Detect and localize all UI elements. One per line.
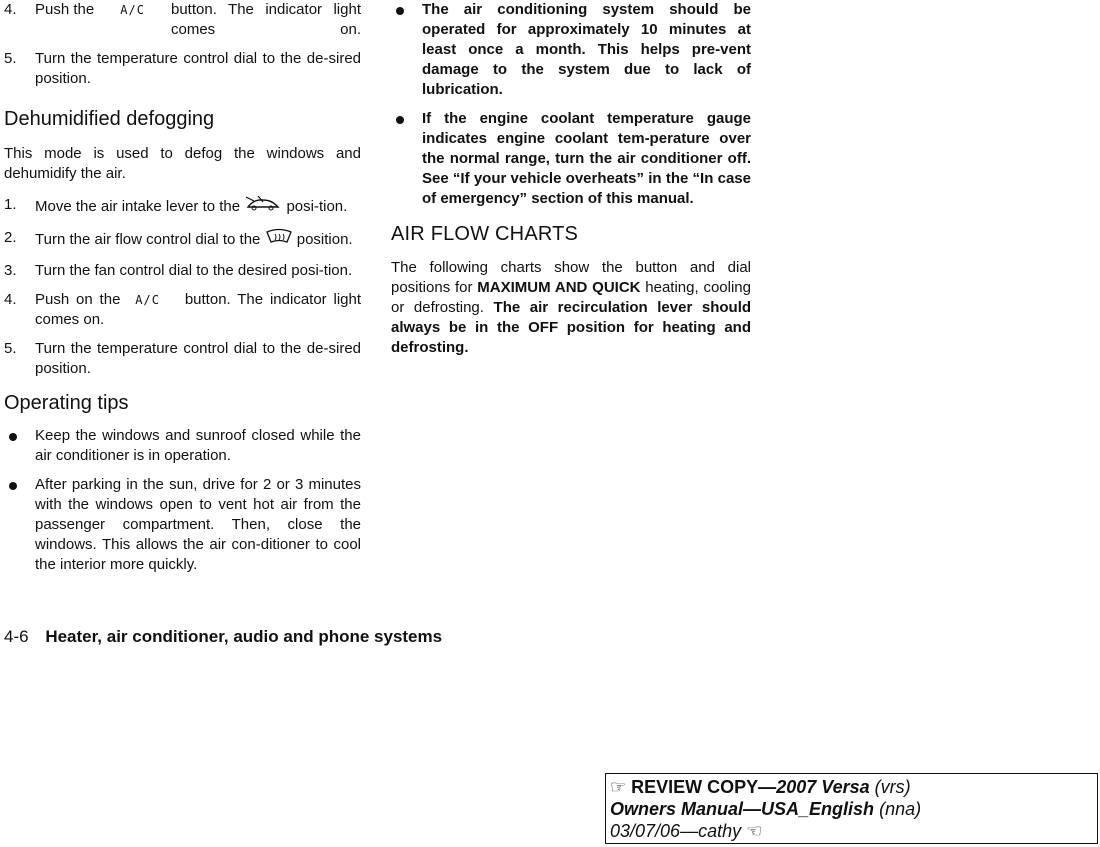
bullet-dot xyxy=(396,116,404,124)
review-line-3: 03/07/06—cathy ☜ xyxy=(610,821,763,841)
step-1-air-intake: 1. Move the air intake lever to the posi-tion. xyxy=(4,195,361,219)
ac-button-label: A/C xyxy=(120,3,145,17)
pointing-hand-right-icon: ☞ xyxy=(610,777,627,797)
ac-button-label-2: A/C xyxy=(135,293,160,307)
step-5-temperature: 5. Turn the temperature control dial to the de-sired position. xyxy=(4,50,361,87)
bullet-dot xyxy=(396,7,404,15)
bullet-dot xyxy=(9,482,17,490)
warning-operate-monthly: The air conditioning system should be operated for approximately 10 minutes at least once a month. This helps pre-vent damage to the system due to lack of lubrication. xyxy=(391,0,751,100)
left-column xyxy=(4,0,361,575)
defrost-icon xyxy=(265,228,293,252)
review-line-1: ☞ REVIEW COPY—2007 Versa (vrs) xyxy=(610,777,911,797)
section-title: Heater, air conditioner, audio and phone systems xyxy=(45,627,443,646)
bullet-dot xyxy=(9,433,17,441)
tip-vent-hot-air: After parking in the sun, drive for 2 or 3 minutes with the windows open to vent hot air from the passenger compartment. Then, close the windows. This allows the air con-ditioner to cool the interior more quickly. xyxy=(4,475,361,575)
step-4-push-on-ac: 4. Push on the A/C button. The indicator light comes on. xyxy=(4,291,362,328)
heading-air-flow-charts: AIR FLOW CHARTS xyxy=(391,223,579,245)
dehum-intro: This mode is used to defog the windows and dehumidify the air. xyxy=(4,145,361,182)
page-number: 4-6 xyxy=(4,627,29,646)
review-copy-stamp xyxy=(605,773,1098,844)
right-column xyxy=(391,0,751,358)
heading-dehumidified-defogging: Dehumidified defogging xyxy=(4,108,215,130)
step-5-temperature-2: 5. Turn the temperature control dial to the de-sired position. xyxy=(4,340,361,377)
step-4-push-ac: 4. Push the A/C button. The indicator light comes on. xyxy=(4,1,361,38)
air-flow-charts-intro: The following charts show the button and dial positions for MAXIMUM AND QUICK heating, cooling or defrosting. The air recirculation lever should always be in the OFF position for heating and defrosting. xyxy=(391,259,752,356)
step-2-air-flow: 2. Turn the air flow control dial to the position. xyxy=(4,228,361,252)
pointing-hand-left-icon: ☜ xyxy=(746,821,763,841)
heading-operating-tips: Operating tips xyxy=(4,392,129,414)
warning-coolant-temperature: If the engine coolant temperature gauge indicates engine coolant tem-perature over the normal range, turn the air conditioner off. See “If your vehicle overheats” in the “In case of emergency” section of this manual. xyxy=(391,109,751,209)
page-footer xyxy=(4,626,442,648)
outside-air-car-icon xyxy=(244,195,282,219)
review-line-2: Owners Manual—USA_English (nna) xyxy=(610,799,922,819)
tip-windows-closed: Keep the windows and sunroof closed while the air conditioner is in operation. xyxy=(4,426,361,466)
step-3-fan: 3. Turn the fan control dial to the desired posi-tion. xyxy=(4,262,353,279)
